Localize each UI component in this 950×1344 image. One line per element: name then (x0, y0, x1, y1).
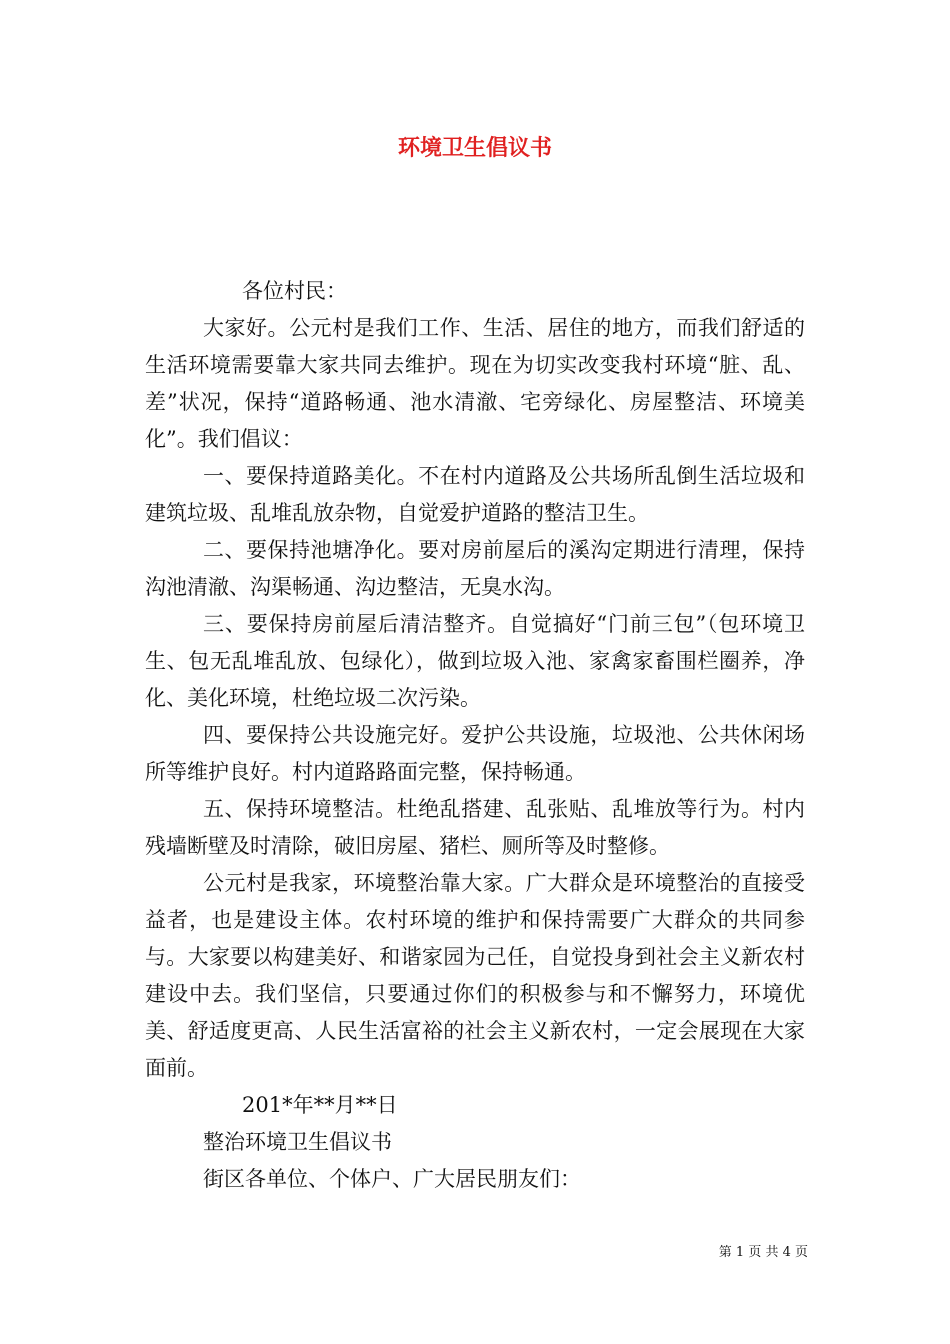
second-title: 整治环境卫生倡议书 (203, 1130, 392, 1154)
paragraph-item-2: 二、要保持池塘净化。要对房前屋后的溪沟定期进行清理，保持沟池清澈、沟渠畅通、沟边整洁，无臭水沟。 (145, 538, 805, 599)
paragraph-item-5: 五、保持环境整洁。杜绝乱搭建、乱张贴、乱堆放等行为。村内残墙断壁及时清除，破旧房屋、猪栏、厕所等及时整修。 (145, 797, 805, 858)
page-number: 第 1 页 共 4 页 (718, 1245, 808, 1260)
paragraph-item-3: 三、要保持房前屋后清洁整齐。自觉搞好“门前三包”（包环境卫生、包无乱堆乱放、包绿化），做到垃圾入池、家禽家畜围栏圈养，净化、美化环境，杜绝垃圾二次污染。 (145, 612, 805, 710)
paragraph-closing: 公元村是我家，环境整治靠大家。广大群众是环境整治的直接受益者，也是建设主体。农村环境的维护和保持需要广大群众的共同参与。大家要以构建美好、和谐家园为己任，自觉投身到社会主义新农村建设中去。我们坚信，只要通过你们的积极参与和不懈努力，环境优美、舒适度更高、人民生活富裕的社会主义新农村，一定会展现在大家面前。 (145, 871, 805, 1080)
document-title: 环境卫生倡议书 (397, 135, 552, 161)
document-date: 201*年**月**日 (242, 1093, 398, 1117)
paragraph-item-4: 四、要保持公共设施完好。爱护公共设施，垃圾池、公共休闲场所等维护良好。村内道路路面完整，保持畅通。 (145, 723, 805, 784)
paragraph-intro: 大家好。公元村是我们工作、生活、居住的地方，而我们舒适的生活环境需要靠大家共同去维护。现在为切实改变我村环境“脏、乱、差”状况，保持“道路畅通、池水清澈、宅旁绿化、房屋整洁、环境美化”。我们倡议： (145, 316, 805, 451)
document-body (145, 273, 805, 1198)
second-salutation: 街区各单位、个体户、广大居民朋友们： (203, 1167, 581, 1191)
paragraph-item-1: 一、要保持道路美化。不在村内道路及公共场所乱倒生活垃圾和建筑垃圾、乱堆乱放杂物，自觉爱护道路的整洁卫生。 (145, 464, 805, 525)
salutation: 各位村民： (242, 279, 347, 303)
